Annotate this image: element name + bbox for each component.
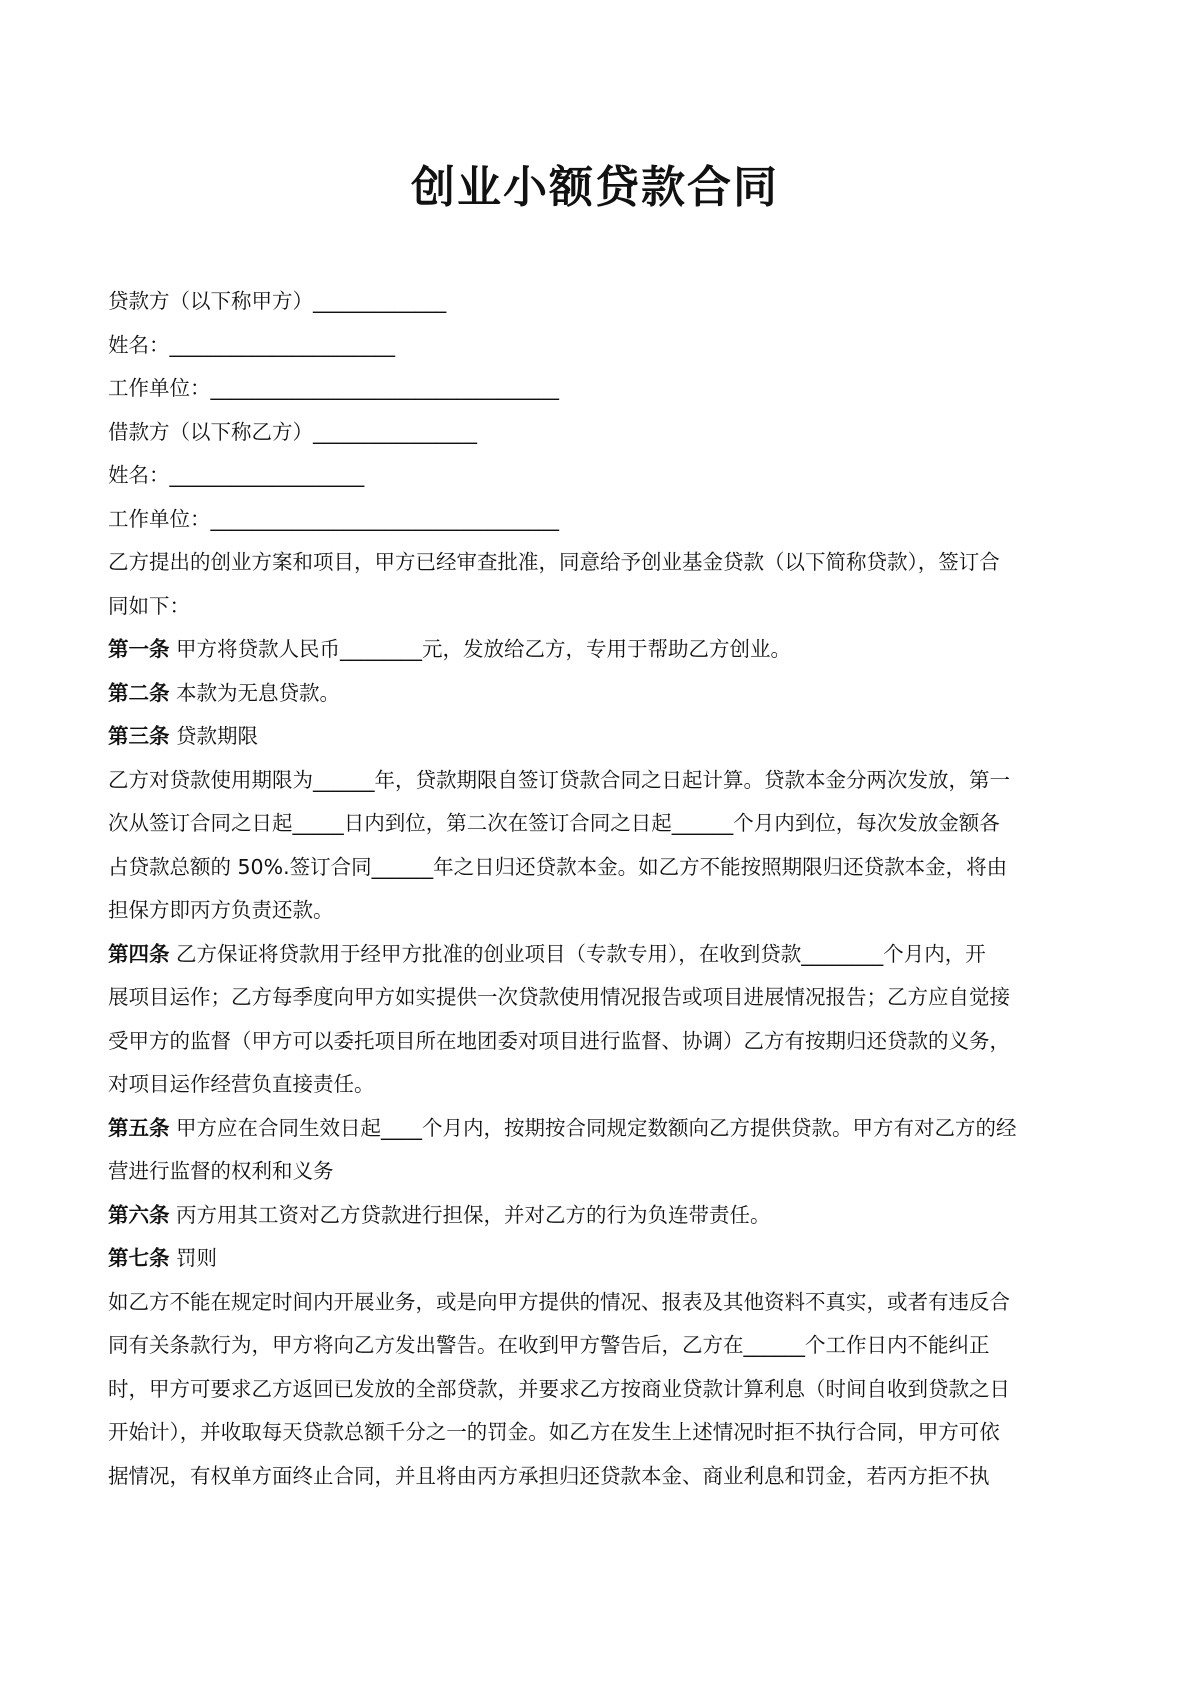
line-text: 罚则 — [169, 1246, 218, 1270]
text-line — [108, 498, 1088, 542]
document-body — [108, 280, 1088, 1498]
text-line — [108, 1020, 1088, 1064]
article-line — [108, 1107, 1088, 1151]
line-text: 据情况，有权单方面终止合同，并且将由丙方承担归还贷款本金、商业利息和罚金，若丙方拒不执 — [108, 1463, 990, 1488]
article-heading: 第二条 — [108, 680, 170, 705]
line-text: 担保方即丙方负责还款。 — [108, 898, 334, 922]
line-text: 受甲方的监督（甲方可以委托项目所在地团委对项目进行监督、协调）乙方有按期归还贷款的义务， — [108, 1028, 1010, 1053]
article-heading: 第三条 — [108, 724, 170, 748]
line-text: 工作单位：__________________________________ — [108, 506, 559, 531]
line-text: 甲方应在合同生效日起____个月内，按期按合同规定数额向乙方提供贷款。甲方有对乙方的经 — [169, 1115, 1017, 1140]
line-text: 同如下： — [108, 593, 190, 618]
line-text: 乙方提出的创业方案和项目，甲方已经审查批准，同意给予创业基金贷款（以下简称贷款），签订合 — [108, 550, 1000, 574]
line-text: 工作单位：__________________________________ — [108, 376, 559, 400]
line-text: 乙方保证将贷款用于经甲方批准的创业项目（专款专用），在收到贷款________个月内，开 — [169, 941, 986, 966]
line-text: 贷款方（以下称甲方）_____________ — [108, 289, 447, 313]
article-line — [108, 628, 1088, 672]
text-line — [108, 802, 1088, 846]
article-line — [108, 1237, 1088, 1281]
article-heading: 第六条 — [108, 1202, 170, 1227]
line-text: 乙方对贷款使用期限为______年，贷款期限自签订贷款合同之日起计算。贷款本金分两次发放，第一 — [108, 767, 1010, 792]
line-text: 借款方（以下称乙方）________________ — [108, 419, 477, 444]
text-line — [108, 889, 1088, 933]
article-line — [108, 1194, 1088, 1238]
line-text: 时，甲方可要求乙方返回已发放的全部贷款，并要求乙方按商业贷款计算利息（时间自收到贷款之日 — [108, 1376, 1010, 1401]
text-line — [108, 280, 1088, 324]
text-line — [108, 585, 1088, 629]
text-line — [108, 1063, 1088, 1107]
line-text: 对项目运作经营负直接责任。 — [108, 1072, 375, 1096]
text-line — [108, 367, 1088, 411]
text-line — [108, 1150, 1088, 1194]
text-line — [108, 1455, 1088, 1499]
line-text: 姓名：___________________ — [108, 463, 365, 487]
article-line — [108, 715, 1088, 759]
line-text: 如乙方不能在规定时间内开展业务，或是向甲方提供的情况、报表及其他资料不真实，或者有违反合 — [108, 1289, 1010, 1314]
article-line — [108, 933, 1088, 977]
article-line — [108, 672, 1088, 716]
article-heading: 第一条 — [108, 637, 170, 661]
article-heading: 第七条 — [108, 1246, 170, 1270]
text-line — [108, 324, 1088, 368]
line-text: 次从签订合同之日起_____日内到位，第二次在签订合同之日起______个月内到位，每次发放金额各 — [108, 811, 1000, 835]
line-text: 展项目运作；乙方每季度向甲方如实提供一次贷款使用情况报告或项目进展情况报告；乙方应自觉接 — [108, 985, 1010, 1009]
line-text: 营进行监督的权利和义务 — [108, 1159, 334, 1183]
text-line — [108, 454, 1088, 498]
text-line — [108, 1368, 1088, 1412]
line-text: 开始计），并收取每天贷款总额千分之一的罚金。如乙方在发生上述情况时拒不执行合同，甲方可依 — [108, 1420, 1000, 1444]
text-line — [108, 976, 1088, 1020]
article-heading: 第五条 — [108, 1115, 170, 1140]
line-text: 占贷款总额的 50%.签订合同______年之日归还贷款本金。如乙方不能按照期限归还贷款本金，将由 — [108, 854, 1008, 879]
line-text: 姓名：______________________ — [108, 332, 395, 357]
line-text: 同有关条款行为，甲方将向乙方发出警告。在收到甲方警告后，乙方在______个工作日内不能纠正 — [108, 1333, 990, 1357]
text-line — [108, 1411, 1088, 1455]
text-line — [108, 846, 1088, 890]
text-line — [108, 541, 1088, 585]
line-text: 丙方用其工资对乙方贷款进行担保，并对乙方的行为负连带责任。 — [169, 1202, 771, 1227]
article-heading: 第四条 — [108, 941, 170, 966]
text-line — [108, 759, 1088, 803]
text-line — [108, 1324, 1088, 1368]
text-line — [108, 1281, 1088, 1325]
text-line — [108, 411, 1088, 455]
line-text: 本款为无息贷款。 — [169, 680, 341, 705]
line-text: 甲方将贷款人民币________元，发放给乙方，专用于帮助乙方创业。 — [169, 637, 792, 661]
line-text: 贷款期限 — [169, 724, 259, 748]
document-title: 创业小额贷款合同 — [411, 162, 779, 213]
